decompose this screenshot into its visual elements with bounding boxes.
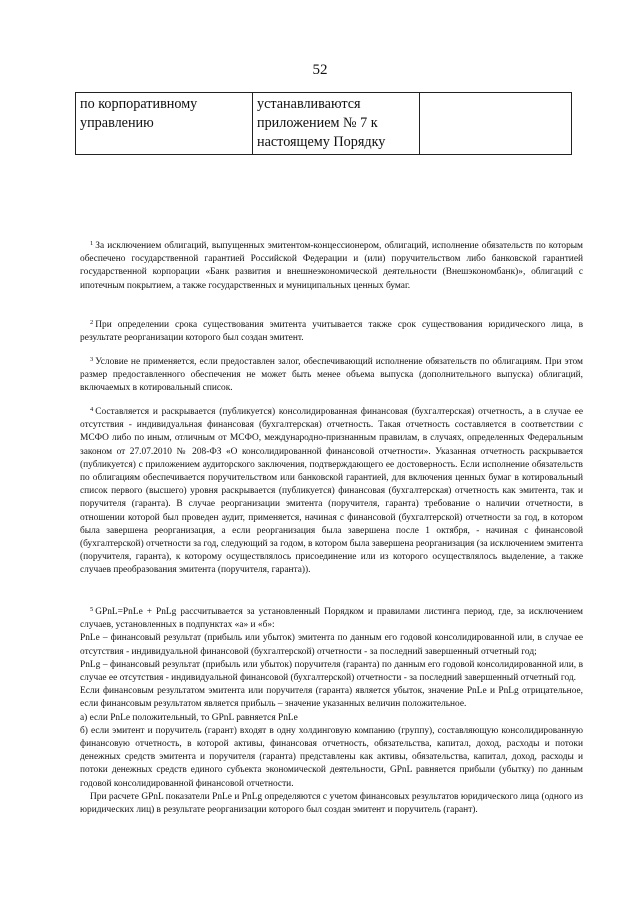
footnote-mark: 5 xyxy=(90,606,94,613)
criteria-table xyxy=(75,92,572,155)
footnote-item-a: а) если PnLe положительный, то GPnL равняется PnLe xyxy=(80,712,298,723)
footnote-mark: 1 xyxy=(90,240,94,247)
footnote-mark: 3 xyxy=(90,356,94,363)
table-row xyxy=(76,93,572,155)
cell-line: устанавливаются xyxy=(257,96,361,112)
footnote-4 xyxy=(80,406,583,578)
footnote-intro: GPnL=PnLe + PnLg рассчитывается за установленный Порядком и правилами листинга период, где, за исключением случаев, установленных в подпунктах «а» и «б»: xyxy=(80,607,583,631)
table-cell-requirement xyxy=(253,93,420,155)
footnote-text: Условие не применяется, если предоставлен залог, обеспечивающий исполнение обязательств по облигациям. При этом размер предоставленного обеспечения не может быть менее объема выпуска (дополнительного выпуска) облигаций, включаемых в котировальный список. xyxy=(80,357,583,394)
footnote-text: Составляется и раскрывается (публикуется) консолидированная финансовая (бухгалтерская) отчетность, а в случае ее отсутствия - индивидуальная финансовая (бухгалтерская) отчетность. Такая отчетность составляется в соответствии с МСФО либо по иным, отличным от МСФО, международно-признанным правилам, в случаях, определенных Федеральным законом от 27.07.2010 № 208-ФЗ «О консолидированной финансовой отчетности». Указанная отчетность раскрывается (публикуется) с приложением аудиторского заключения, подтверждающего ее достоверность. Если исполнение обязательств по облигациям обеспечивается поручительством или банковской гарантией, для включения ценных бумаг в котировальный список первого (высшего) уровня раскрывается (публикуется) финансовая (бухгалтерская) отчетность как эмитента, так и поручителя (гаранта). В случае реорганизации эмитента (поручителя, гаранта) требование о наличии отчетности, в отношении которой был проведен аудит, применяется, начиная с финансовой (бухгалтерской) отчетности за год, в котором была завершена реорганизация, а если реорганизация была завершена после 1 октября, - начиная с финансовой (бухгалтерской) отчетности за год, следующий за годом, в котором была завершена реорганизация (за исключением эмитента (поручителя, гаранта), к которому осуществлялось присоединение или из которого осуществлялось выделение, а также случаев преобразования эмитента (поручителя, гаранта)). xyxy=(80,407,583,576)
footnote-mark: 2 xyxy=(90,319,94,326)
footnote-pnlg: PnLg – финансовый результат (прибыль или убыток) поручителя (гаранта) по данным его годовой консолидированной или, в случае ее отсутствия - индивидуальной финансовой (бухгалтерской) отчетности - за последний завершенный отчетный год. xyxy=(80,659,583,684)
footnote-5 xyxy=(80,606,583,817)
table-cell-empty xyxy=(420,93,572,155)
cell-line: по корпоративному xyxy=(80,96,198,112)
cell-line: управлению xyxy=(80,115,154,131)
footnote-text: За исключением облигаций, выпущенных эмитентом-концессионером, облигаций, исполнение обязательств по которым обеспечено государственной гарантией Российской Федерации и (или) поручительством либо банковской гарантией государственной корпорации «Банк развития и внешнеэкономической деятельности (Внешэкономбанк)», облигаций с ипотечным покрытием, а также государственных и муниципальных ценных бумаг. xyxy=(80,241,583,291)
cell-line: настоящему Порядку xyxy=(257,134,386,150)
footnote-loss-note: Если финансовым результатом эмитента или поручителя (гаранта) является убыток, значение PnLe и PnLg отрицательное, если финансовым результатом является прибыль – значение указанных величин положительное. xyxy=(80,686,583,710)
footnote-text: При определении срока существования эмитента учитывается также срок существования юридического лица, в результате реорганизации которого был создан эмитент. xyxy=(80,320,583,344)
footnote-reorg-note: При расчете GPnL показатели PnLe и PnLg определяются с учетом финансовых результатов юридического лица (одного из юридических лиц) в результате реорганизации которого был создан эмитент и поручитель (гарант). xyxy=(80,791,583,816)
footnote-3 xyxy=(80,356,583,396)
cell-line: приложением № 7 к xyxy=(257,115,378,131)
footnote-item-b: б) если эмитент и поручитель (гарант) входят в одну холдинговую компанию (группу), составляющую консолидированную финансовую отчетность, в которой активы, финансовая отчетность, обязательства, капитал, доход, расходы и потоки денежных средств эмитента и поручителя (гаранта) представлены как активы, обязательства, капитал, доход, расходы и потоки денежных средств единого субъекта экономической деятельности, GPnL равняется прибыли (убытку) по данным годовой консолидированной финансовой отчетности. xyxy=(80,725,583,789)
footnote-2 xyxy=(80,319,583,345)
footnote-pnle: PnLe – финансовый результат (прибыль или убыток) эмитента по данным его годовой консолидированной или, в случае ее отсутствия - индивидуальной финансовой (бухгалтерской) отчетности - за последний завершенный отчетный год; xyxy=(80,633,583,657)
table-cell-criterion xyxy=(76,93,253,155)
footnote-mark: 4 xyxy=(90,406,94,413)
page-number: 52 xyxy=(312,62,328,78)
footnote-1 xyxy=(80,240,583,293)
